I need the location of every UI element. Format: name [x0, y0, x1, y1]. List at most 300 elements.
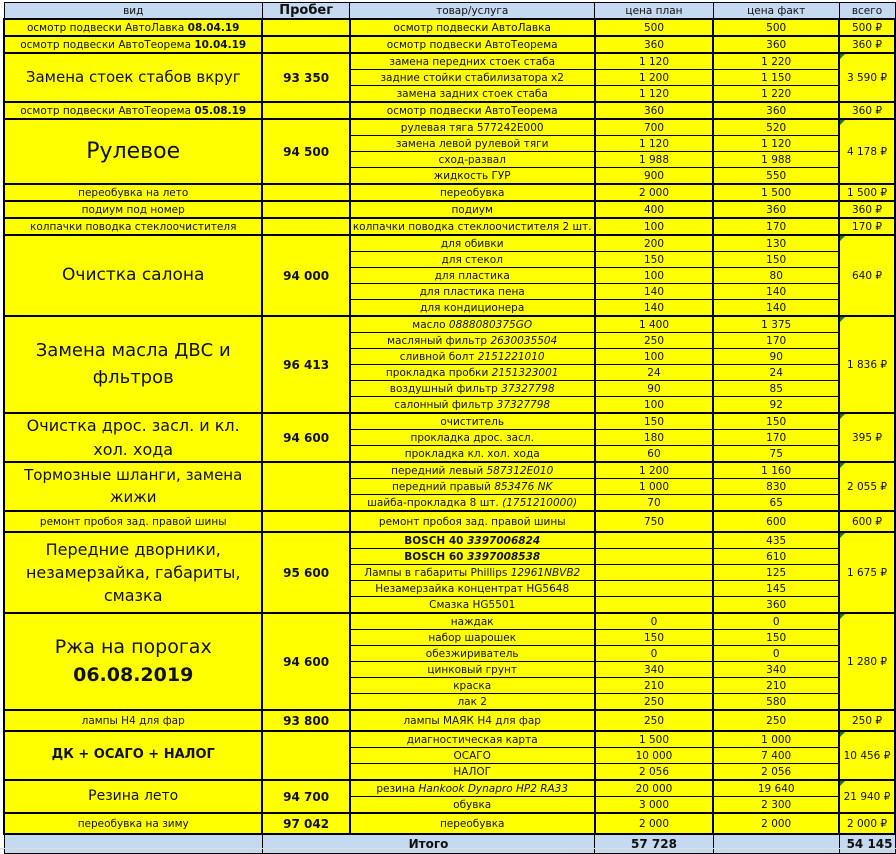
item-name-cell[interactable]: [350, 597, 595, 614]
item-name-cell[interactable]: [350, 694, 595, 711]
group-title-cell[interactable]: [4, 532, 262, 613]
item-fact-price[interactable]: 0: [713, 646, 839, 662]
item-name: воздушный фильтр: [389, 382, 502, 395]
item-name-cell[interactable]: [350, 381, 595, 397]
item-plan-price[interactable]: 1 500: [595, 731, 714, 748]
group-title-cell[interactable]: [4, 731, 262, 780]
group-title-cell[interactable]: [4, 462, 262, 511]
item-name-cell[interactable]: [350, 102, 595, 119]
group-title: Резина лето: [88, 788, 179, 805]
item-plan-price[interactable]: 60: [595, 446, 714, 463]
item-plan-price[interactable]: 2 000: [595, 813, 714, 834]
item-plan-price[interactable]: 180: [595, 430, 714, 446]
item-name-cell[interactable]: [350, 235, 595, 252]
col-header-vid[interactable]: вид: [4, 3, 262, 20]
item-name-cell[interactable]: [350, 780, 595, 797]
item-plan-price[interactable]: 1 200: [595, 462, 714, 479]
item-fact-price[interactable]: 90: [713, 349, 839, 365]
group-title: осмотр подвески АвтоЛавка: [26, 21, 188, 34]
item-plan-price[interactable]: 3 000: [595, 797, 714, 814]
item-fact-price[interactable]: 150: [713, 413, 839, 430]
item-plan-price[interactable]: 2 000: [595, 184, 714, 201]
item-name-cell[interactable]: [350, 36, 595, 53]
group-title: Передние дворники, незамерзайка, габариты, смазка: [25, 539, 241, 606]
item-plan-price[interactable]: 1 988: [595, 152, 714, 168]
item-name-cell[interactable]: [350, 152, 595, 168]
item-name: BOSCH 60: [404, 550, 468, 563]
group-title-cell[interactable]: [4, 184, 262, 201]
item-plan-price[interactable]: 100: [595, 349, 714, 365]
item-code: 2630035504: [490, 334, 558, 347]
item-fact-price[interactable]: 1 500: [713, 184, 839, 201]
group-total[interactable]: 21 940 ₽: [839, 780, 895, 813]
item-plan-price[interactable]: 2 056: [595, 764, 714, 781]
group-title-cell[interactable]: [4, 53, 262, 102]
item-name-cell[interactable]: [350, 646, 595, 662]
item-name-cell[interactable]: [350, 284, 595, 300]
footer-empty-cell[interactable]: [4, 834, 262, 854]
table-row: [4, 102, 895, 119]
item-name: салонный фильтр: [394, 398, 497, 411]
item-fact-price[interactable]: 550: [713, 168, 839, 185]
item-fact-price[interactable]: 150: [713, 252, 839, 268]
item-plan-price[interactable]: 400: [595, 201, 714, 218]
item-name: НАЛОГ: [453, 765, 492, 778]
item-name-cell[interactable]: [350, 333, 595, 349]
item-name-cell[interactable]: [350, 532, 595, 549]
item-plan-price[interactable]: 150: [595, 630, 714, 646]
item-fact-price[interactable]: 210: [713, 678, 839, 694]
group-probeg[interactable]: [262, 201, 349, 218]
item-fact-price[interactable]: 500: [713, 19, 839, 36]
item-name: ОСАГО: [453, 749, 491, 762]
item-name-cell[interactable]: [350, 581, 595, 597]
table-row: [4, 19, 895, 36]
table-row: [4, 532, 895, 549]
group-title: Рулевое: [86, 138, 181, 164]
item-code: 0888080375GO: [448, 318, 533, 331]
item-name-cell[interactable]: [350, 119, 595, 136]
group-title-cell[interactable]: [4, 316, 262, 413]
group-probeg[interactable]: [262, 102, 349, 119]
group-probeg[interactable]: 97 042: [262, 813, 349, 834]
item-name: прокладка кл. хол. хода: [404, 447, 540, 460]
item-fact-price[interactable]: 80: [713, 268, 839, 284]
item-code: Hankook Dynapro HP2 RA33: [418, 782, 569, 795]
group-total[interactable]: 3 590 ₽: [839, 53, 895, 102]
item-name: замена задних стоек стаба: [396, 87, 548, 100]
footer-total[interactable]: 54 145: [839, 834, 895, 854]
item-fact-price[interactable]: 145: [713, 581, 839, 597]
item-plan-price[interactable]: 900: [595, 168, 714, 185]
group-title-cell[interactable]: [4, 119, 262, 184]
table-row: [4, 413, 895, 430]
table-row: [4, 710, 895, 731]
item-name-cell[interactable]: [350, 710, 595, 731]
group-total[interactable]: 395 ₽: [839, 413, 895, 462]
item-fact-price[interactable]: 85: [713, 381, 839, 397]
item-name: Лампы в габариты Phillips: [364, 566, 511, 579]
group-title: Замена масла ДВС и фльтров: [35, 340, 231, 388]
group-title-bold: 10.04.19: [194, 38, 247, 51]
item-name-cell[interactable]: [350, 53, 595, 70]
item-plan-price[interactable]: 360: [595, 102, 714, 119]
group-title-cell[interactable]: [4, 413, 262, 462]
item-plan-price[interactable]: 250: [595, 710, 714, 731]
item-fact-price[interactable]: 340: [713, 662, 839, 678]
item-plan-price[interactable]: [595, 581, 714, 597]
group-title: Тормозные шланги, замена жижи: [24, 465, 243, 506]
group-probeg[interactable]: [262, 731, 349, 780]
item-name-cell[interactable]: [350, 565, 595, 581]
group-title-bold: 06.08.2019: [73, 663, 194, 686]
item-plan-price[interactable]: 150: [595, 252, 714, 268]
group-title: Ржа на порогах: [54, 635, 212, 658]
item-fact-price[interactable]: 1 220: [713, 86, 839, 103]
item-fact-price[interactable]: 140: [713, 284, 839, 300]
item-plan-price[interactable]: 340: [595, 662, 714, 678]
item-name-cell[interactable]: [350, 479, 595, 495]
col-header-fact[interactable]: цена факт: [713, 3, 839, 20]
item-fact-price[interactable]: 1 220: [713, 53, 839, 70]
group-probeg[interactable]: [262, 462, 349, 511]
item-fact-price[interactable]: 24: [713, 365, 839, 381]
item-fact-price[interactable]: 150: [713, 630, 839, 646]
item-plan-price[interactable]: 700: [595, 119, 714, 136]
item-plan-price[interactable]: 1 120: [595, 86, 714, 103]
item-name-cell[interactable]: [350, 613, 595, 630]
item-fact-price[interactable]: 360: [713, 201, 839, 218]
item-name: BOSCH 40: [404, 534, 468, 547]
item-name: для пластика пена: [419, 285, 525, 298]
item-name-cell[interactable]: [350, 365, 595, 381]
item-name: краска: [453, 679, 492, 692]
item-name: шайба-прокладка 8 шт.: [367, 496, 503, 509]
item-plan-price[interactable]: 200: [595, 235, 714, 252]
item-code: 3397008538: [467, 550, 541, 563]
item-plan-price[interactable]: 250: [595, 333, 714, 349]
item-fact-price[interactable]: 1 160: [713, 462, 839, 479]
item-name: переобувка: [439, 186, 505, 199]
item-plan-price[interactable]: 0: [595, 646, 714, 662]
item-fact-price[interactable]: 1 120: [713, 136, 839, 152]
item-plan-price[interactable]: 1 000: [595, 479, 714, 495]
group-probeg[interactable]: [262, 218, 349, 235]
item-code: (1751210000): [502, 496, 578, 509]
footer-plan-total[interactable]: 57 728: [595, 834, 714, 854]
group-title: осмотр подвески АвтоТеорема: [20, 38, 195, 51]
item-plan-price[interactable]: 750: [595, 511, 714, 532]
item-name-cell[interactable]: [350, 70, 595, 86]
item-fact-price[interactable]: 92: [713, 397, 839, 414]
item-fact-price[interactable]: 1 375: [713, 316, 839, 333]
group-title-cell[interactable]: [4, 201, 262, 218]
group-title: осмотр подвески АвтоТеорема: [20, 104, 195, 117]
item-plan-price[interactable]: 100: [595, 268, 714, 284]
group-total[interactable]: 4 178 ₽: [839, 119, 895, 184]
group-total[interactable]: 640 ₽: [839, 235, 895, 316]
group-title-cell[interactable]: [4, 102, 262, 119]
item-name: осмотр подвески АвтоЛавка: [393, 21, 551, 34]
item-name-cell[interactable]: [350, 813, 595, 834]
item-name-cell[interactable]: [350, 446, 595, 463]
item-fact-price[interactable]: 360: [713, 36, 839, 53]
group-probeg[interactable]: 94 700: [262, 780, 349, 813]
item-name-cell[interactable]: [350, 462, 595, 479]
item-fact-price[interactable]: 0: [713, 613, 839, 630]
item-name-cell[interactable]: [350, 168, 595, 185]
item-plan-price[interactable]: 20 000: [595, 780, 714, 797]
item-name: сход-развал: [438, 153, 506, 166]
item-plan-price[interactable]: [595, 532, 714, 549]
item-name: обезжириватель: [425, 647, 519, 660]
item-name: замена передних стоек стаба: [389, 55, 556, 68]
item-plan-price[interactable]: 360: [595, 36, 714, 53]
total-row: [4, 834, 895, 854]
col-header-total[interactable]: всего: [839, 3, 895, 20]
table-row: [4, 119, 895, 136]
item-code: 12961NBVB2: [510, 566, 581, 579]
footer-fact-empty[interactable]: [713, 834, 839, 854]
group-title: переобувка на зиму: [77, 817, 189, 830]
item-name-cell[interactable]: [350, 349, 595, 365]
item-fact-price[interactable]: 170: [713, 218, 839, 235]
group-title: колпачки поводка стеклоочистителя: [30, 220, 237, 233]
item-name-cell[interactable]: [350, 252, 595, 268]
group-total[interactable]: 360 ₽: [839, 102, 895, 119]
footer-label[interactable]: Итого: [262, 834, 594, 854]
table-row: [4, 613, 895, 630]
item-name-cell[interactable]: [350, 662, 595, 678]
item-fact-price[interactable]: 1 988: [713, 152, 839, 168]
group-total[interactable]: 500 ₽: [839, 19, 895, 36]
item-name: прокладка пробки: [385, 366, 492, 379]
item-plan-price[interactable]: 90: [595, 381, 714, 397]
item-fact-price[interactable]: 520: [713, 119, 839, 136]
item-fact-price[interactable]: 75: [713, 446, 839, 463]
item-plan-price[interactable]: 100: [595, 218, 714, 235]
table-row: [4, 53, 895, 70]
item-fact-price[interactable]: 130: [713, 235, 839, 252]
item-name-cell[interactable]: [350, 218, 595, 235]
table-row: [4, 731, 895, 748]
item-name: для обивки: [440, 237, 504, 250]
table-row: [4, 235, 895, 252]
item-name-cell[interactable]: [350, 495, 595, 512]
item-fact-price[interactable]: 2 000: [713, 813, 839, 834]
group-title: Очистка дрос. засл. и кл. хол. хода: [26, 416, 240, 459]
item-fact-price[interactable]: 140: [713, 300, 839, 317]
group-title-cell[interactable]: [4, 235, 262, 316]
item-plan-price[interactable]: 1 120: [595, 136, 714, 152]
item-fact-price[interactable]: 170: [713, 333, 839, 349]
item-fact-price[interactable]: 170: [713, 430, 839, 446]
group-title-cell[interactable]: [4, 218, 262, 235]
item-fact-price[interactable]: 250: [713, 710, 839, 731]
item-fact-price[interactable]: 435: [713, 532, 839, 549]
item-name-cell[interactable]: [350, 397, 595, 414]
group-title-bold: 08.04.19: [187, 21, 240, 34]
item-code: 37327798: [496, 398, 551, 411]
item-name: прокладка дрос. засл.: [410, 431, 534, 444]
gridline: [0, 848, 896, 849]
group-probeg[interactable]: 94 000: [262, 235, 349, 316]
group-total[interactable]: 1 280 ₽: [839, 613, 895, 710]
expenses-table: [3, 2, 896, 854]
group-total[interactable]: 2 055 ₽: [839, 462, 895, 511]
item-name-cell[interactable]: [350, 413, 595, 430]
item-fact-price[interactable]: 1 000: [713, 731, 839, 748]
group-probeg[interactable]: 96 413: [262, 316, 349, 413]
item-name-cell[interactable]: [350, 19, 595, 36]
group-total[interactable]: 600 ₽: [839, 511, 895, 532]
item-plan-price[interactable]: 1 120: [595, 53, 714, 70]
group-title-cell[interactable]: [4, 511, 262, 532]
group-probeg[interactable]: [262, 36, 349, 53]
group-total[interactable]: 360 ₽: [839, 201, 895, 218]
group-probeg[interactable]: 94 600: [262, 413, 349, 462]
col-header-probeg[interactable]: Пробег: [262, 3, 349, 20]
item-plan-price[interactable]: 140: [595, 300, 714, 317]
group-probeg[interactable]: [262, 511, 349, 532]
item-plan-price[interactable]: 500: [595, 19, 714, 36]
item-code: 3397006824: [467, 534, 541, 547]
item-fact-price[interactable]: 65: [713, 495, 839, 512]
table-row: [4, 462, 895, 479]
item-fact-price[interactable]: 610: [713, 549, 839, 565]
item-plan-price[interactable]: [595, 565, 714, 581]
group-title-cell[interactable]: [4, 36, 262, 53]
item-name-cell[interactable]: [350, 316, 595, 333]
item-fact-price[interactable]: 600: [713, 511, 839, 532]
item-name-cell[interactable]: [350, 430, 595, 446]
item-plan-price[interactable]: 140: [595, 284, 714, 300]
group-total[interactable]: 10 456 ₽: [839, 731, 895, 780]
item-name-cell[interactable]: [350, 678, 595, 694]
group-probeg[interactable]: 93 350: [262, 53, 349, 102]
item-fact-price[interactable]: 360: [713, 597, 839, 614]
item-name: сливной болт: [399, 350, 478, 363]
item-name: переобувка: [439, 817, 505, 830]
table-row: [4, 218, 895, 235]
item-name-cell[interactable]: [350, 764, 595, 781]
item-name-cell[interactable]: [350, 511, 595, 532]
group-total[interactable]: 170 ₽: [839, 218, 895, 235]
group-probeg[interactable]: 94 600: [262, 613, 349, 710]
item-name: ремонт пробоя зад. правой шины: [378, 515, 566, 528]
item-name: колпачки поводка стеклоочистителя 2 шт.: [352, 220, 592, 233]
item-name-cell[interactable]: [350, 797, 595, 814]
item-name-cell[interactable]: [350, 731, 595, 748]
item-plan-price[interactable]: 1 400: [595, 316, 714, 333]
item-name-cell[interactable]: [350, 748, 595, 764]
group-title: лампы H4 для фар: [81, 714, 185, 727]
item-fact-price[interactable]: 360: [713, 102, 839, 119]
item-name-cell[interactable]: [350, 201, 595, 218]
item-fact-price[interactable]: 2 056: [713, 764, 839, 781]
item-name-cell[interactable]: [350, 86, 595, 103]
item-name: масло: [412, 318, 449, 331]
table-row: [4, 780, 895, 797]
item-name-cell[interactable]: [350, 184, 595, 201]
item-code: 2151323001: [491, 366, 559, 379]
item-plan-price[interactable]: 1 200: [595, 70, 714, 86]
group-total[interactable]: 1 836 ₽: [839, 316, 895, 413]
item-plan-price[interactable]: 100: [595, 397, 714, 414]
col-header-item[interactable]: товар/услуга: [350, 3, 595, 20]
item-fact-price[interactable]: 1 150: [713, 70, 839, 86]
group-probeg[interactable]: [262, 19, 349, 36]
col-header-plan[interactable]: цена план: [595, 3, 714, 20]
table-row: [4, 201, 895, 218]
group-probeg[interactable]: 95 600: [262, 532, 349, 613]
item-fact-price[interactable]: 19 640: [713, 780, 839, 797]
item-name-cell[interactable]: [350, 300, 595, 317]
group-total[interactable]: 1 500 ₽: [839, 184, 895, 201]
item-name-cell[interactable]: [350, 268, 595, 284]
item-plan-price[interactable]: 0: [595, 613, 714, 630]
item-fact-price[interactable]: 125: [713, 565, 839, 581]
item-fact-price[interactable]: 830: [713, 479, 839, 495]
item-name: для пластика: [434, 269, 510, 282]
item-plan-price[interactable]: 70: [595, 495, 714, 512]
item-name: задние стойки стабилизатора х2: [380, 71, 564, 84]
item-name: осмотр подвески АвтоТеорема: [386, 38, 558, 51]
item-fact-price[interactable]: 2 300: [713, 797, 839, 814]
item-plan-price[interactable]: [595, 549, 714, 565]
item-name: лампы МАЯК H4 для фар: [403, 714, 541, 727]
group-total[interactable]: 360 ₽: [839, 36, 895, 53]
item-fact-price[interactable]: 7 400: [713, 748, 839, 764]
group-total[interactable]: 2 000 ₽: [839, 813, 895, 834]
item-plan-price[interactable]: 24: [595, 365, 714, 381]
group-probeg[interactable]: [262, 184, 349, 201]
item-plan-price[interactable]: 210: [595, 678, 714, 694]
table-row: [4, 316, 895, 333]
item-name-cell[interactable]: [350, 136, 595, 152]
item-plan-price[interactable]: [595, 597, 714, 614]
item-fact-price[interactable]: 580: [713, 694, 839, 711]
group-probeg[interactable]: 93 800: [262, 710, 349, 731]
group-title: ремонт пробоя зад. правой шины: [39, 515, 227, 528]
item-name: жидкость ГУР: [433, 169, 511, 182]
item-name: набор шарошек: [428, 631, 517, 644]
group-probeg[interactable]: 94 500: [262, 119, 349, 184]
group-title-cell[interactable]: [4, 813, 262, 834]
group-title-cell[interactable]: [4, 710, 262, 731]
item-plan-price[interactable]: 10 000: [595, 748, 714, 764]
item-code: 853476 NK: [494, 480, 553, 493]
group-total[interactable]: 1 675 ₽: [839, 532, 895, 613]
item-name: замена левой рулевой тяги: [395, 137, 549, 150]
item-plan-price[interactable]: 250: [595, 694, 714, 711]
table-row: [4, 184, 895, 201]
item-plan-price[interactable]: 150: [595, 413, 714, 430]
group-title-cell[interactable]: [4, 780, 262, 813]
item-name: обувка: [453, 798, 492, 811]
item-name: Смазка HG5501: [429, 598, 516, 611]
item-name: рулевая тяга 577242E000: [400, 121, 544, 134]
item-name: передний левый: [391, 464, 487, 477]
item-name-cell[interactable]: [350, 549, 595, 565]
group-total[interactable]: 250 ₽: [839, 710, 895, 731]
item-name-cell[interactable]: [350, 630, 595, 646]
group-title-cell[interactable]: [4, 613, 262, 710]
header-row: [4, 3, 895, 20]
item-name: наждак: [450, 615, 494, 628]
group-title-cell[interactable]: [4, 19, 262, 36]
item-code: 587312E010: [486, 464, 554, 477]
